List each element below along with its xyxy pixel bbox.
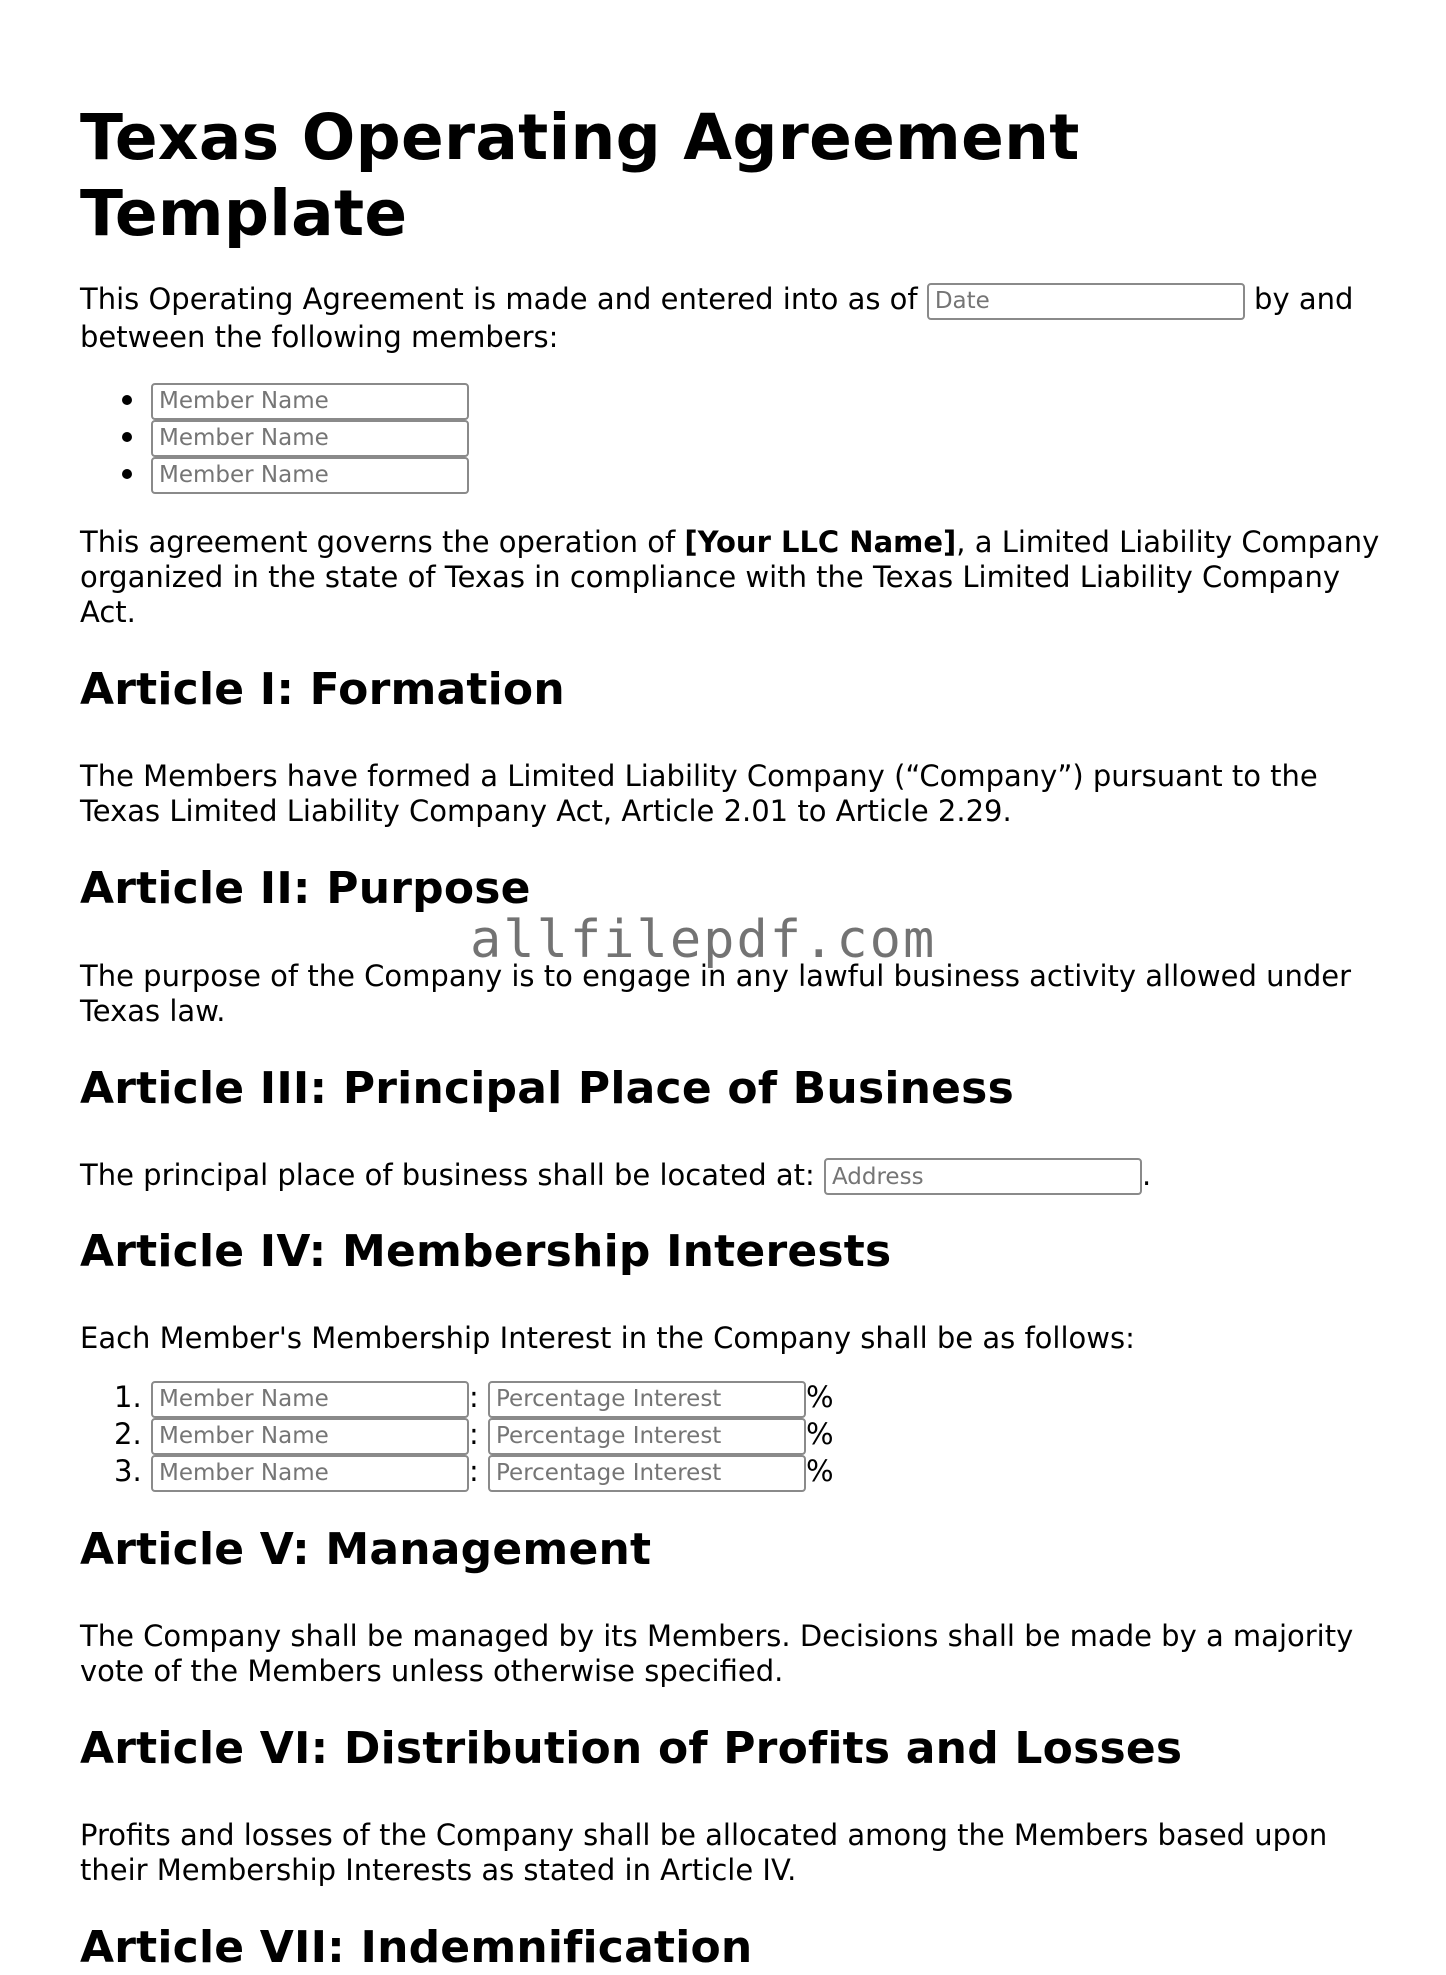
governs-text-after: , a Limited Liability Company organized in the state of Texas in compliance with the Texas Limited Liability Company Act. [80,524,1380,629]
article-1-heading: Article I: Formation [80,663,565,715]
article-6-heading: Article VI: Distribution of Profits and Losses [80,1723,1183,1774]
article-5-text: The Company shall be managed by its Members. Decisions shall be made by a majority vote of the Members unless otherwise specified. [80,1619,1354,1688]
bullet-icon [122,432,132,442]
interest-member-input-2[interactable] [151,1418,469,1455]
article-3-text: The principal place of business shall be located at: [80,1157,824,1192]
percent-sign: % [806,1417,834,1451]
percent-sign: % [806,1454,834,1488]
list-number: 3. [114,1454,142,1488]
member-name-input-3[interactable] [151,457,469,494]
article-3-heading: Article III: Principal Place of Business [80,1062,1014,1114]
bullet-icon [122,469,132,479]
bullet-icon [122,395,132,405]
list-number: 1. [114,1380,142,1414]
date-input[interactable] [927,283,1245,320]
article-5-heading: Article V: Management [80,1524,652,1575]
page-title: Texas Operating Agreement Template [80,101,1080,250]
intro-paragraph [80,282,1380,355]
member-name-input-2[interactable] [151,420,469,457]
separator: : [469,1417,479,1451]
list-item [80,1416,1380,1453]
article-7-heading: Article VII: Indemnification [80,1922,753,1973]
article-4-text: Each Member's Membership Interest in the Company shall be as follows: [80,1321,1135,1355]
article-1-text: The Members have formed a Limited Liability Company (“Company”) pursuant to the Texas Limited Liability Company Act, Article 2.01 to Article 2.29. [80,758,1318,828]
article-2-heading: Article II: Purpose [80,862,531,914]
governs-text-before: This agreement governs the operation of [80,524,685,559]
list-item [80,1453,1380,1490]
article-3-paragraph [80,1158,1380,1196]
document-page [80,0,1380,1975]
percentage-input-3[interactable] [488,1455,806,1492]
member-list [80,383,1380,494]
separator: : [469,1380,479,1414]
list-item [80,383,1380,420]
interest-member-input-1[interactable] [151,1381,469,1418]
list-number: 2. [114,1417,142,1451]
article-2-text: The purpose of the Company is to engage in any lawful business activity allowed under Texas law. [80,958,1352,1028]
address-input[interactable] [824,1158,1142,1195]
list-item [80,457,1380,494]
percentage-input-1[interactable] [488,1381,806,1418]
article-4-heading: Article IV: Membership Interests [80,1226,892,1277]
intro-text-before: This Operating Agreement is made and entered into as of [80,282,927,316]
separator: : [469,1454,479,1488]
article-3-period: . [1141,1157,1152,1192]
list-item [80,420,1380,457]
watermark: allfilepdf.com [470,910,937,970]
list-item [80,1379,1380,1416]
member-name-input-1[interactable] [151,383,469,420]
percent-sign: % [806,1380,834,1414]
llc-name: [Your LLC Name] [684,524,957,559]
article-6-text: Profits and losses of the Company shall be allocated among the Members based upon their Membership Interests as stated in Article IV. [80,1818,1328,1887]
percentage-input-2[interactable] [488,1418,806,1455]
interest-list [80,1379,1380,1490]
interest-member-input-3[interactable] [151,1455,469,1492]
governs-paragraph [80,525,1380,630]
intro-text-after: by and between the following members: [80,282,1354,354]
